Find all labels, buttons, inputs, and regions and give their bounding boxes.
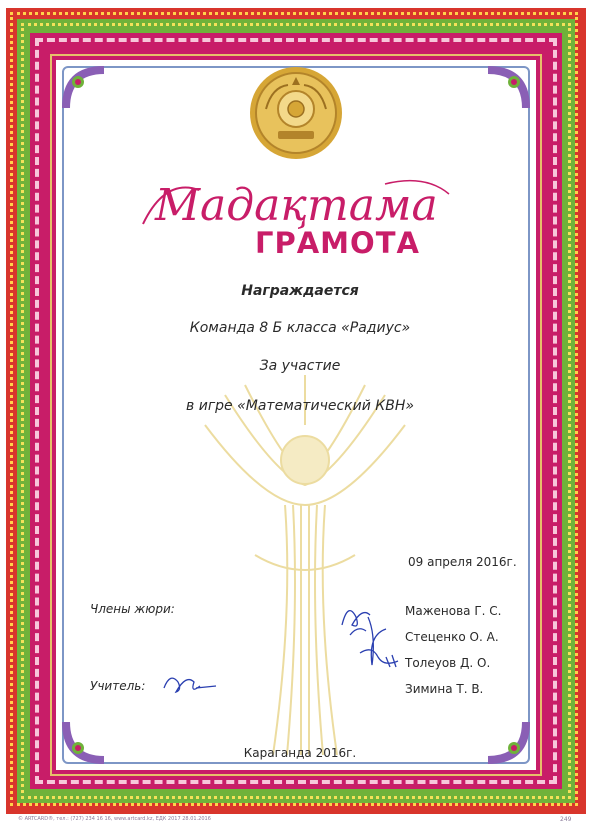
title-main: ГРАМОТА bbox=[255, 226, 420, 260]
corner-ornament-top-right bbox=[486, 64, 532, 110]
form-number: 249 bbox=[560, 816, 572, 823]
teacher-label: Учитель: bbox=[90, 679, 146, 693]
awarded-line: Награждается bbox=[241, 283, 359, 299]
jury-member: Зимина Т. В. bbox=[405, 682, 484, 696]
team-line: Команда 8 Б класса «Радиус» bbox=[189, 320, 411, 336]
participation-line: За участие bbox=[259, 358, 341, 374]
issue-date: 09 апреля 2016г. bbox=[408, 555, 517, 569]
jury-member: Толеуов Д. О. bbox=[405, 656, 491, 670]
teacher-signature bbox=[160, 668, 220, 698]
jury-label: Члены жюри: bbox=[90, 602, 175, 616]
baiterek-tower-watermark bbox=[185, 355, 425, 755]
state-emblem bbox=[248, 65, 344, 161]
jury-member: Стеценко О. А. bbox=[405, 630, 499, 644]
city-year: Караганда 2016г. bbox=[243, 746, 357, 760]
jury-member: Маженова Г. С. bbox=[405, 604, 502, 618]
corner-ornament-top-left bbox=[60, 64, 106, 110]
printer-imprint: © ARTCARD®, тел.: (727) 234 16 16, www.artcard.kz, ЕДК 2017 28.01.2016 bbox=[18, 816, 211, 822]
jury-signature bbox=[338, 595, 408, 675]
game-line: в игре «Математический КВН» bbox=[186, 398, 414, 414]
title-script-text: Мадақтама bbox=[155, 180, 438, 231]
